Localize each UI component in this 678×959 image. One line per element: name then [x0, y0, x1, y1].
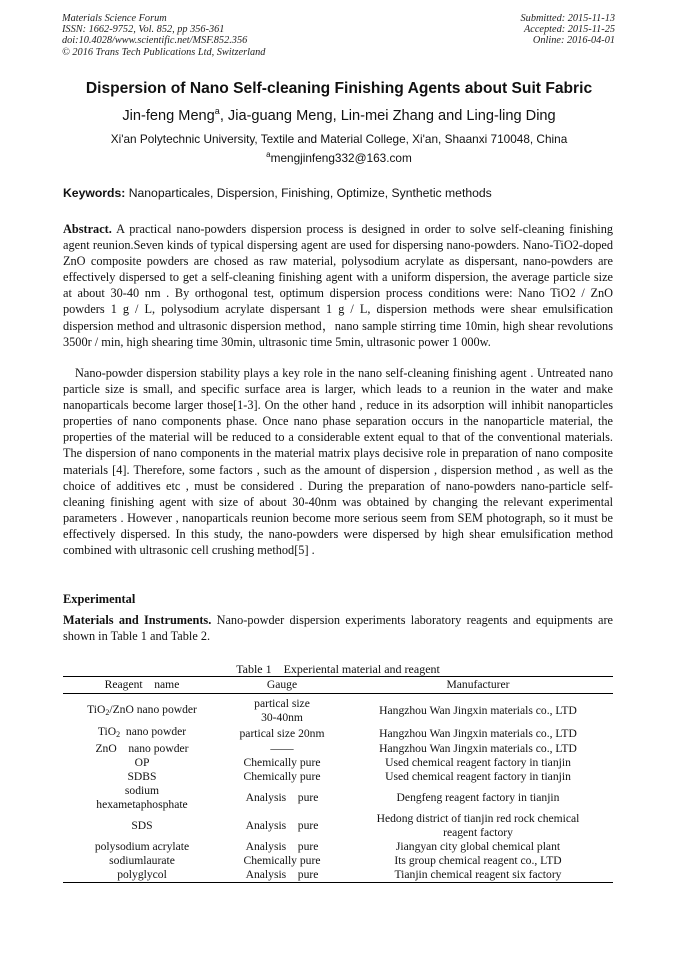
gauge-line: partical size	[254, 697, 310, 710]
table-row	[63, 725, 613, 742]
materials-paragraph	[63, 612, 613, 644]
gauge-cell	[221, 694, 343, 726]
table-row	[63, 854, 613, 868]
gauge-cell: partical size 20nm	[239, 726, 325, 740]
reagent-cell: ZnO nano powder	[95, 742, 189, 755]
column-header-reagent: Reagent name	[63, 677, 221, 694]
gauge-cell: Chemically pure	[243, 756, 321, 769]
gauge-cell: Analysis pure	[245, 840, 319, 853]
reagent-cell: OP	[134, 756, 150, 769]
reagent-cell: sodiumlaurate	[109, 854, 175, 867]
manufacturer-cell: Jiangyan city global chemical plant	[395, 840, 561, 853]
manufacturer-cell: Tianjin chemical reagent six factory	[343, 868, 613, 883]
manufacturer-cell: Used chemical reagent factory in tianjin	[385, 756, 571, 769]
subscript: 2	[116, 730, 121, 739]
gauge-cell: Analysis pure	[245, 819, 319, 832]
other-authors: , Jia-guang Meng, Lin-mei Zhang and Ling-ling Ding	[219, 107, 556, 124]
materials-table	[63, 676, 613, 883]
gauge-line: 30-40nm	[261, 711, 303, 724]
author-list	[30, 106, 648, 124]
email-address[interactable]: mengjinfeng332@163.com	[270, 150, 412, 165]
table-header-row	[63, 677, 613, 694]
journal-header	[62, 13, 265, 58]
section-heading-experimental: Experimental	[63, 592, 136, 606]
table-row	[63, 812, 613, 840]
reagent-cell: SDBS	[127, 770, 157, 783]
reagent-text: TiO	[87, 702, 106, 716]
reagent-cell: polyglycol	[63, 868, 221, 883]
affiliation: Xi'an Polytechnic University, Textile and Material College, Xi'an, Shaanxi 710048, China	[110, 132, 568, 146]
online-date: Online: 2016-04-01	[532, 35, 615, 47]
table-row	[63, 742, 613, 756]
manufacturer-line: Hedong district of tianjin red rock chemical	[376, 812, 580, 825]
manufacturer-cell: Hangzhou Wan Jingxin materials co., LTD	[379, 704, 577, 717]
table-row	[63, 840, 613, 854]
manufacturer-cell: Hangzhou Wan Jingxin materials co., LTD	[379, 742, 577, 755]
subscript: 2	[105, 707, 110, 717]
manufacturer-cell: Its group chemical reagent co., LTD	[394, 854, 562, 867]
reagent-text: TiO	[97, 725, 117, 738]
author-email	[30, 150, 648, 165]
reagent-cell	[63, 725, 221, 742]
column-header-gauge: Gauge	[221, 677, 343, 694]
materials-text: Nano-powder dispersion experiments laboratory reagents and equipments are shown in Table 1 and Table 2.	[63, 613, 613, 644]
manufacturer-cell: Hangzhou Wan Jingxin materials co., LTD	[379, 726, 577, 740]
gauge-cell: Analysis pure	[245, 791, 319, 804]
doi-line[interactable]: doi:10.4028/www.scientific.net/MSF.852.356	[62, 35, 248, 47]
journal-name: Materials Science Forum	[62, 13, 167, 24]
gauge-cell: Chemically pure	[243, 770, 321, 783]
reagent-cell: SDS	[131, 819, 153, 832]
author-superscript: a	[214, 106, 220, 116]
manufacturer-cell	[343, 812, 613, 840]
paper-title: Dispersion of Nano Self-cleaning Finishing Agents about Suit Fabric	[85, 80, 593, 97]
accepted-date: Accepted: 2015-11-25	[523, 24, 615, 36]
reagent-cell	[63, 784, 221, 812]
abstract	[63, 221, 613, 350]
intro-paragraph: Nano-powder dispersion stability plays a key role in the nano self-cleaning finishing agent . Untreated nano particle size is small, and specific surface area is larger, which leads to a reunion in the water and make nanoparticals become larger those[1-3]. On the other hand , reduce in its adsorption will inhibit nanoparticles properties of nano components phase. Once nano phase separation occurs in the nanoparticle material, the properties of the material will be reduced to a considerable extent equal to that of the conventional materials. The dispersion of nano components in the material matrix plays decisive role in preparation of nano composite materials [4]. Therefore, some factors , such as the amount of dispersion , dispersion method , as well as the choice of additives etc , must be considered . During the preparation of nano-powders nano-particle self-cleaning finishing agent with size of about 30-40nm was obtained by changing the relevant experimental parameters . However , nanoparticals reunion become more serious seem from SEM photograph, so it must be effectively dispersed. In this study, the nano-powders were dispersed by high shear emulsification method combined with ultrasonic cell crushing method[5] .	[63, 366, 613, 558]
manufacturer-line: reagent factory	[443, 826, 513, 839]
reagent-line: hexametaphosphate	[96, 798, 188, 811]
copyright-line: © 2016 Trans Tech Publications Ltd, Switzerland	[62, 46, 266, 58]
abstract-text: A practical nano-powders dispersion process is designed in order to solve self-cleaning finishing agent reunion.Seven kinds of typical dispersing agent are used for dispersing nano-powders. Nano-TiO2-doped ZnO composite powders are chosed as raw material, polysodium acrylate as dispersant, nano-powders are effectively dispersed to get a self-cleaning finishing agent with a uniform dispersion, the average particle size at about 30-40 nm . By orthogonal test, optimum dispersion process conditions were: Nano TiO2 / ZnO powders 1 g / L, polysodium acrylate dispersant 1 g / L, dispersion methods were shear emulsification dispersion method and ultrasonic dispersion method，nano sample stirring time 10min, high shear revolutions 3500r / min, high shearing time 30min, ultrasonic time 5min, ultrasonic power 1 000w.	[63, 222, 613, 349]
manufacturer-cell: Dengfeng reagent factory in tianjin	[396, 791, 560, 804]
table-row	[63, 694, 613, 726]
dates-header	[521, 13, 615, 47]
table-row	[63, 784, 613, 812]
table-row	[63, 868, 613, 883]
keywords-text: Nanoparticales, Dispersion, Finishing, Optimize, Synthetic methods	[125, 186, 492, 200]
table-caption: Table 1 Experiental material and reagent	[236, 662, 440, 676]
gauge-cell: Analysis pure	[221, 868, 343, 883]
reagent-line: sodium	[124, 784, 160, 797]
reagent-text: /ZnO nano powder	[109, 702, 197, 716]
gauge-cell: Chemically pure	[243, 854, 321, 867]
manufacturer-cell: Used chemical reagent factory in tianjin	[385, 770, 571, 783]
reagent-cell	[63, 694, 221, 726]
reagent-cell: polysodium acrylate	[94, 840, 190, 853]
materials-label: Materials and Instruments.	[63, 613, 212, 627]
column-header-manufacturer: Manufacturer	[343, 677, 613, 694]
email-superscript: a	[266, 150, 271, 159]
first-author: Jin-feng Meng	[122, 107, 215, 124]
table-row	[63, 770, 613, 784]
abstract-label: Abstract.	[63, 222, 112, 236]
keywords-label: Keywords:	[63, 186, 126, 200]
reagent-text: nano powder	[120, 725, 187, 738]
submitted-date: Submitted: 2015-11-13	[520, 13, 615, 24]
table-row	[63, 756, 613, 770]
gauge-cell: ——	[270, 742, 294, 755]
issn-line: ISSN: 1662-9752, Vol. 852, pp 356-361	[62, 24, 225, 36]
keywords	[63, 186, 623, 200]
